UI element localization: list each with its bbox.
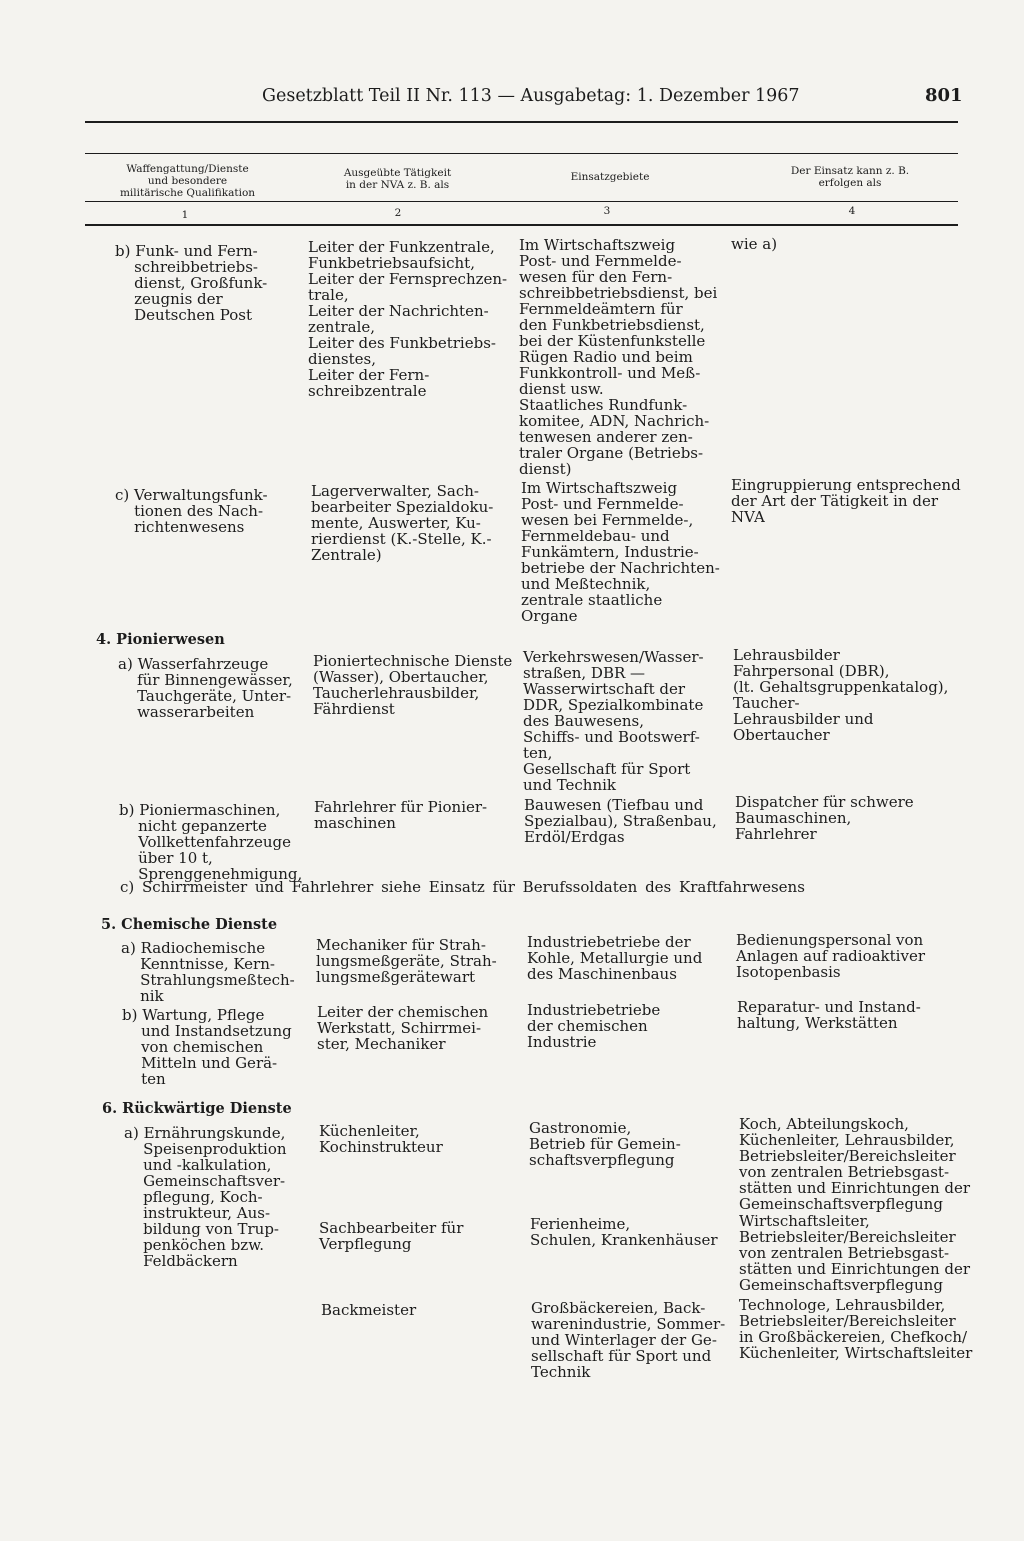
row-kuechenleiter-col2: Küchenleiter, Kochinstrukteur	[319, 1122, 443, 1156]
row-wartung-col4: Reparatur- und Instand- haltung, Werkstätten	[737, 998, 921, 1032]
row-ernaehrung-col1: a) Ernährungskunde, Speisenproduktion und -kalkulation, Gemeinschaftsver- pflegung, Koch- instrukteur, Aus- bildung von Trup- penköchen bzw. Feldbäckern	[124, 1124, 287, 1270]
row-backmeister-col3: Großbäckereien, Back- warenindustrie, Sommer- und Winterlager der Ge- sellschaft für Sport und Technik	[531, 1299, 726, 1381]
row-verpflegung-col2: Sachbearbeiter für Verpflegung	[319, 1219, 464, 1253]
column-heading-3: Einsatzgebiete	[570, 171, 650, 183]
section-heading-chemische-dienste: 5. Chemische Dienste	[101, 916, 278, 933]
row-verwaltung-col3: Im Wirtschaftszweig Post- und Fernmelde- wesen bei Fernmelde-, Fernmeldebau- und Funkämtern, Industrie- betriebe der Nachrichten- und Meßtechnik, zentrale staatliche Organe	[521, 479, 720, 625]
table-num-rule	[85, 224, 958, 226]
row-kuechenleiter-col3: Gastronomie, Betrieb für Gemein- schaftsverpflegung	[529, 1119, 681, 1169]
table-head-rule	[85, 201, 958, 202]
row-wartung-col3: Industriebetriebe der chemischen Industrie	[527, 1001, 661, 1051]
section-heading-pionierwesen: 4. Pionierwesen	[96, 631, 225, 648]
row-wartung-col1: b) Wartung, Pflege und Instandsetzung von chemischen Mitteln und Gerä- ten	[122, 1006, 292, 1088]
column-heading-4: Der Einsatz kann z. B. erfolgen als	[790, 165, 910, 189]
row-backmeister-col2: Backmeister	[321, 1301, 417, 1319]
column-number-3: 3	[603, 205, 611, 217]
header-rule	[85, 121, 958, 123]
row-verpflegung-col4: Wirtschaftsleiter, Betriebsleiter/Bereichsleiter von zentralen Betriebsgast- stätten und Einrichtungen der Gemeinschaftsverpflegung	[739, 1212, 971, 1294]
row-wasserfahrzeuge-col1: a) Wasserfahrzeuge für Binnengewässer, Tauchgeräte, Unter- wasserarbeiten	[118, 655, 293, 721]
page-number: 801	[925, 85, 963, 106]
row-funk-col3: Im Wirtschaftszweig Post- und Fernmelde- wesen für den Fern- schreibbetriebsdienst, bei Fernmeldeämtern für den Funkbetriebsdienst, bei der Küstenfunkstelle Rügen Radio und beim Funkkontroll- und Meß- dienst usw. Staatliches Rundfunk- komitee, ADN, Nachrich- tenwesen anderer zen- traler Organe (Betriebs- dienst)	[519, 236, 718, 478]
row-pioniermaschinen-col4: Dispatcher für schwere Baumaschinen, Fahrlehrer	[735, 793, 914, 843]
row-verwaltung-col1: c) Verwaltungsfunk- tionen des Nach- richtenwesens	[115, 486, 268, 536]
row-pioniermaschinen-col1: b) Pioniermaschinen, nicht gepanzerte Vollkettenfahrzeuge über 10 t, Sprenggenehmigung,	[119, 801, 303, 883]
row-wartung-col2: Leiter der chemischen Werkstatt, Schirrmei- ster, Mechaniker	[317, 1003, 489, 1053]
row-wasserfahrzeuge-col3: Verkehrswesen/Wasser- straßen, DBR — Wasserwirtschaft der DDR, Spezialkombinate des Bauwesens, Schiffs- und Bootswerf- ten, Gesellschaft für Sport und Technik	[523, 648, 704, 794]
column-number-2: 2	[394, 207, 402, 219]
row-schirrmeister-note: c) Schirrmeister und Fahrlehrer siehe Einsatz für Berufssoldaten des Kraftfahrwesens	[120, 878, 805, 896]
row-kuechenleiter-col4: Koch, Abteilungskoch, Küchenleiter, Lehrausbilder, Betriebsleiter/Bereichsleiter von zentralen Betriebsgast- stätten und Einrichtungen der Gemeinschaftsverpflegung	[739, 1115, 971, 1213]
row-pioniermaschinen-col3: Bauwesen (Tiefbau und Spezialbau), Straßenbau, Erdöl/Erdgas	[524, 796, 717, 846]
row-wasserfahrzeuge-col4: Lehrausbilder Fahrpersonal (DBR), (lt. Gehaltsgruppenkatalog), Taucher- Lehrausbilder und Obertaucher	[733, 646, 949, 744]
row-wasserfahrzeuge-col2: Pioniertechnische Dienste (Wasser), Obertaucher, Taucherlehrausbilder, Fährdienst	[313, 652, 513, 718]
column-number-1: 1	[181, 209, 189, 221]
row-radiochemie-col2: Mechaniker für Strah- lungsmeßgeräte, Strah- lungsmeßgerätewart	[316, 936, 497, 986]
row-funk-col4: wie a)	[731, 235, 778, 253]
table-top-rule	[85, 153, 958, 154]
row-radiochemie-col3: Industriebetriebe der Kohle, Metallurgie und des Maschinenbaus	[527, 933, 703, 983]
column-heading-1: Waffengattung/Dienste und besondere militärische Qualifikation	[119, 163, 256, 199]
row-funk-col1: b) Funk- und Fern- schreibbetriebs- dienst, Großfunk- zeugnis der Deutschen Post	[115, 242, 268, 324]
row-radiochemie-col1: a) Radiochemische Kenntnisse, Kern- Strahlungsmeßtech- nik	[121, 939, 295, 1005]
row-funk-col2: Leiter der Funkzentrale, Funkbetriebsaufsicht, Leiter der Fernsprechzen- trale, Leiter der Nachrichten- zentrale, Leiter des Funkbetriebs- dienstes, Leiter der Fern- schreibzentrale	[308, 238, 508, 400]
row-backmeister-col4: Technologe, Lehrausbilder, Betriebsleiter/Bereichsleiter in Großbäckereien, Chefkoch/ Küchenleiter, Wirtschaftsleiter	[739, 1296, 973, 1362]
row-verpflegung-col3: Ferienheime, Schulen, Krankenhäuser	[530, 1215, 718, 1249]
row-verwaltung-col2: Lagerverwalter, Sach- bearbeiter Spezialdoku- mente, Auswerter, Ku- rierdienst (K.-Stelle, K.- Zentrale)	[311, 482, 494, 564]
row-verwaltung-col4: Eingruppierung entsprechend der Art der Tätigkeit in der NVA	[731, 476, 961, 526]
column-number-4: 4	[848, 205, 856, 217]
section-heading-rueckwaertige-dienste: 6. Rückwärtige Dienste	[102, 1100, 292, 1117]
row-radiochemie-col4: Bedienungspersonal von Anlagen auf radioaktiver Isotopenbasis	[736, 931, 925, 981]
column-heading-2: Ausgeübte Tätigkeit in der NVA z. B. als	[343, 167, 452, 191]
row-pioniermaschinen-col2: Fahrlehrer für Pionier- maschinen	[314, 798, 488, 832]
page-header-title: Gesetzblatt Teil II Nr. 113 — Ausgabetag: 1. Dezember 1967	[262, 86, 800, 106]
